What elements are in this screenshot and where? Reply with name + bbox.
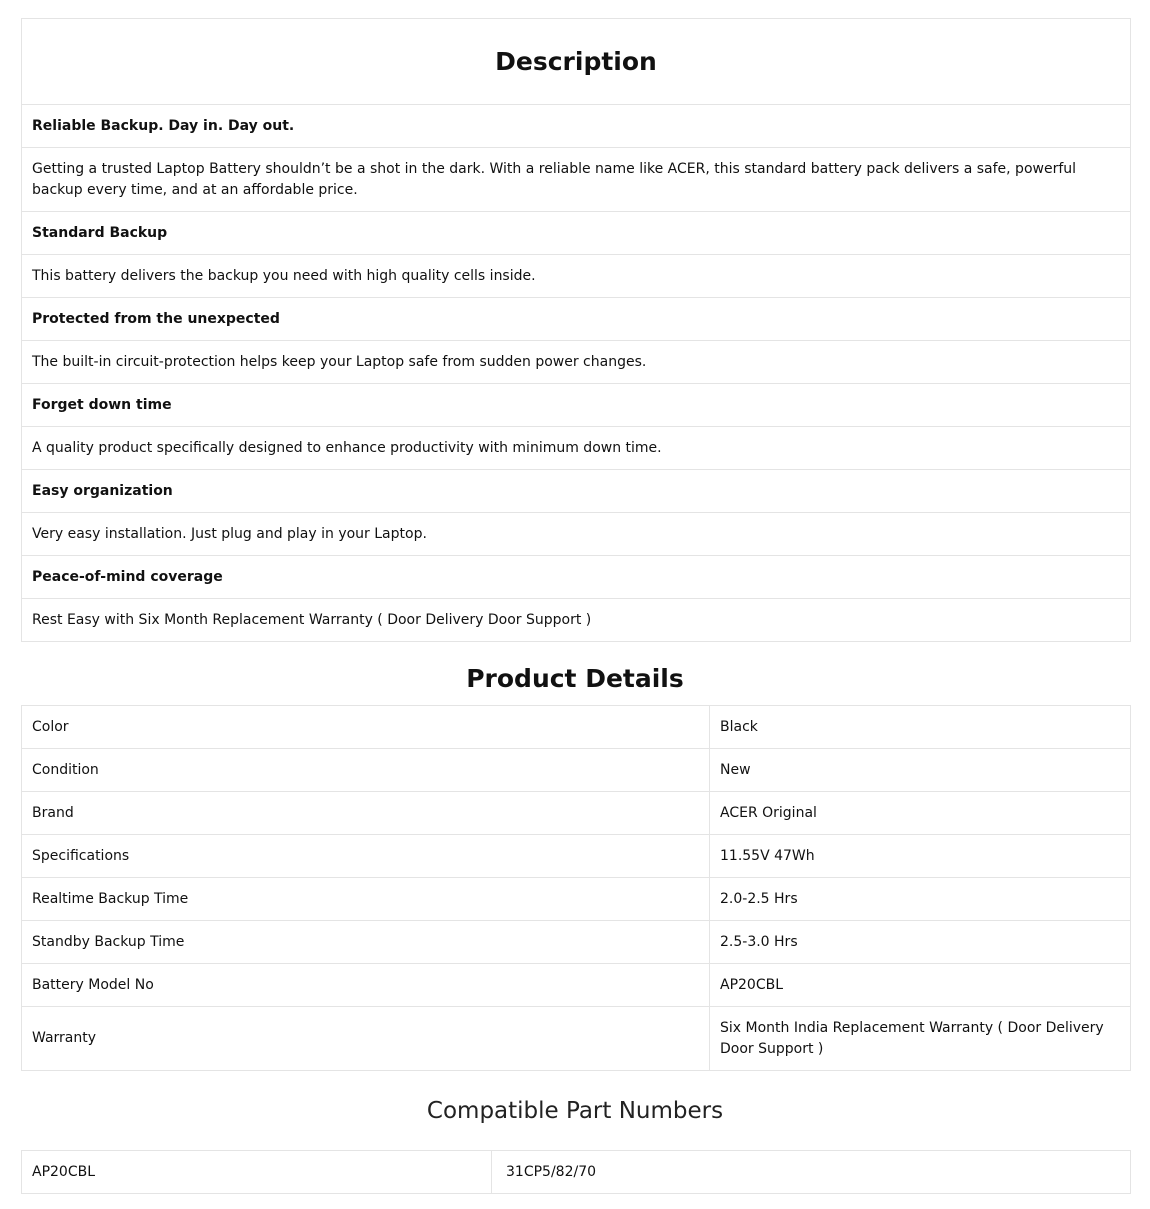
description-row: [22, 599, 1131, 642]
description-row: [22, 255, 1131, 298]
description-body: A quality product specifically designed to enhance productivity with minimum down time.: [22, 427, 1131, 470]
details-row: [22, 878, 1131, 921]
compatible-parts-table: [21, 1150, 1131, 1194]
description-row: [22, 341, 1131, 384]
description-title-cell: [22, 19, 1131, 105]
description-row: [22, 148, 1131, 212]
details-key: Battery Model No: [22, 964, 710, 1007]
description-row: [22, 298, 1131, 341]
product-details-table: [21, 705, 1131, 1071]
description-row: [22, 470, 1131, 513]
description-row: [22, 212, 1131, 255]
description-row: [22, 384, 1131, 427]
details-row: [22, 792, 1131, 835]
details-row: [22, 749, 1131, 792]
description-table: [21, 18, 1131, 642]
details-value: 2.0-2.5 Hrs: [710, 878, 1131, 921]
description-heading: Standard Backup: [22, 212, 1131, 255]
product-details-title: Product Details: [466, 664, 684, 693]
details-row: [22, 835, 1131, 878]
description-heading: Easy organization: [22, 470, 1131, 513]
description-heading: Forget down time: [22, 384, 1131, 427]
details-key: Condition: [22, 749, 710, 792]
details-row: [22, 706, 1131, 749]
details-key: Standby Backup Time: [22, 921, 710, 964]
description-row: [22, 427, 1131, 470]
details-key: Specifications: [22, 835, 710, 878]
compatible-part: 31CP5/82/70: [492, 1151, 1131, 1194]
description-body: Getting a trusted Laptop Battery shouldn’t be a shot in the dark. With a reliable name like ACER, this standard battery pack delivers a safe, powerful backup every time, and at an affordable price.: [22, 148, 1131, 212]
details-value: Six Month India Replacement Warranty ( Door Delivery Door Support ): [710, 1007, 1131, 1071]
description-body: The built-in circuit-protection helps keep your Laptop safe from sudden power changes.: [22, 341, 1131, 384]
details-row: [22, 921, 1131, 964]
details-value: AP20CBL: [710, 964, 1131, 1007]
details-key: Warranty: [22, 1007, 710, 1071]
description-row: [22, 105, 1131, 148]
details-value: Black: [710, 706, 1131, 749]
description-title: Description: [495, 47, 657, 76]
description-heading: Protected from the unexpected: [22, 298, 1131, 341]
description-heading: Peace-of-mind coverage: [22, 556, 1131, 599]
description-body: This battery delivers the backup you need with high quality cells inside.: [22, 255, 1131, 298]
details-value: New: [710, 749, 1131, 792]
compatible-part: AP20CBL: [22, 1151, 492, 1194]
details-row: [22, 1007, 1131, 1071]
description-heading: Reliable Backup. Day in. Day out.: [22, 105, 1131, 148]
description-body: Rest Easy with Six Month Replacement Warranty ( Door Delivery Door Support ): [22, 599, 1131, 642]
details-value: ACER Original: [710, 792, 1131, 835]
details-value: 11.55V 47Wh: [710, 835, 1131, 878]
compatible-parts-title: Compatible Part Numbers: [426, 1098, 724, 1124]
details-row: [22, 964, 1131, 1007]
description-title-row: [22, 19, 1131, 105]
compatible-parts-row: [22, 1151, 1131, 1194]
description-row: [22, 556, 1131, 599]
details-key: Realtime Backup Time: [22, 878, 710, 921]
details-value: 2.5-3.0 Hrs: [710, 921, 1131, 964]
details-key: Color: [22, 706, 710, 749]
description-body: Very easy installation. Just plug and play in your Laptop.: [22, 513, 1131, 556]
details-key: Brand: [22, 792, 710, 835]
description-row: [22, 513, 1131, 556]
